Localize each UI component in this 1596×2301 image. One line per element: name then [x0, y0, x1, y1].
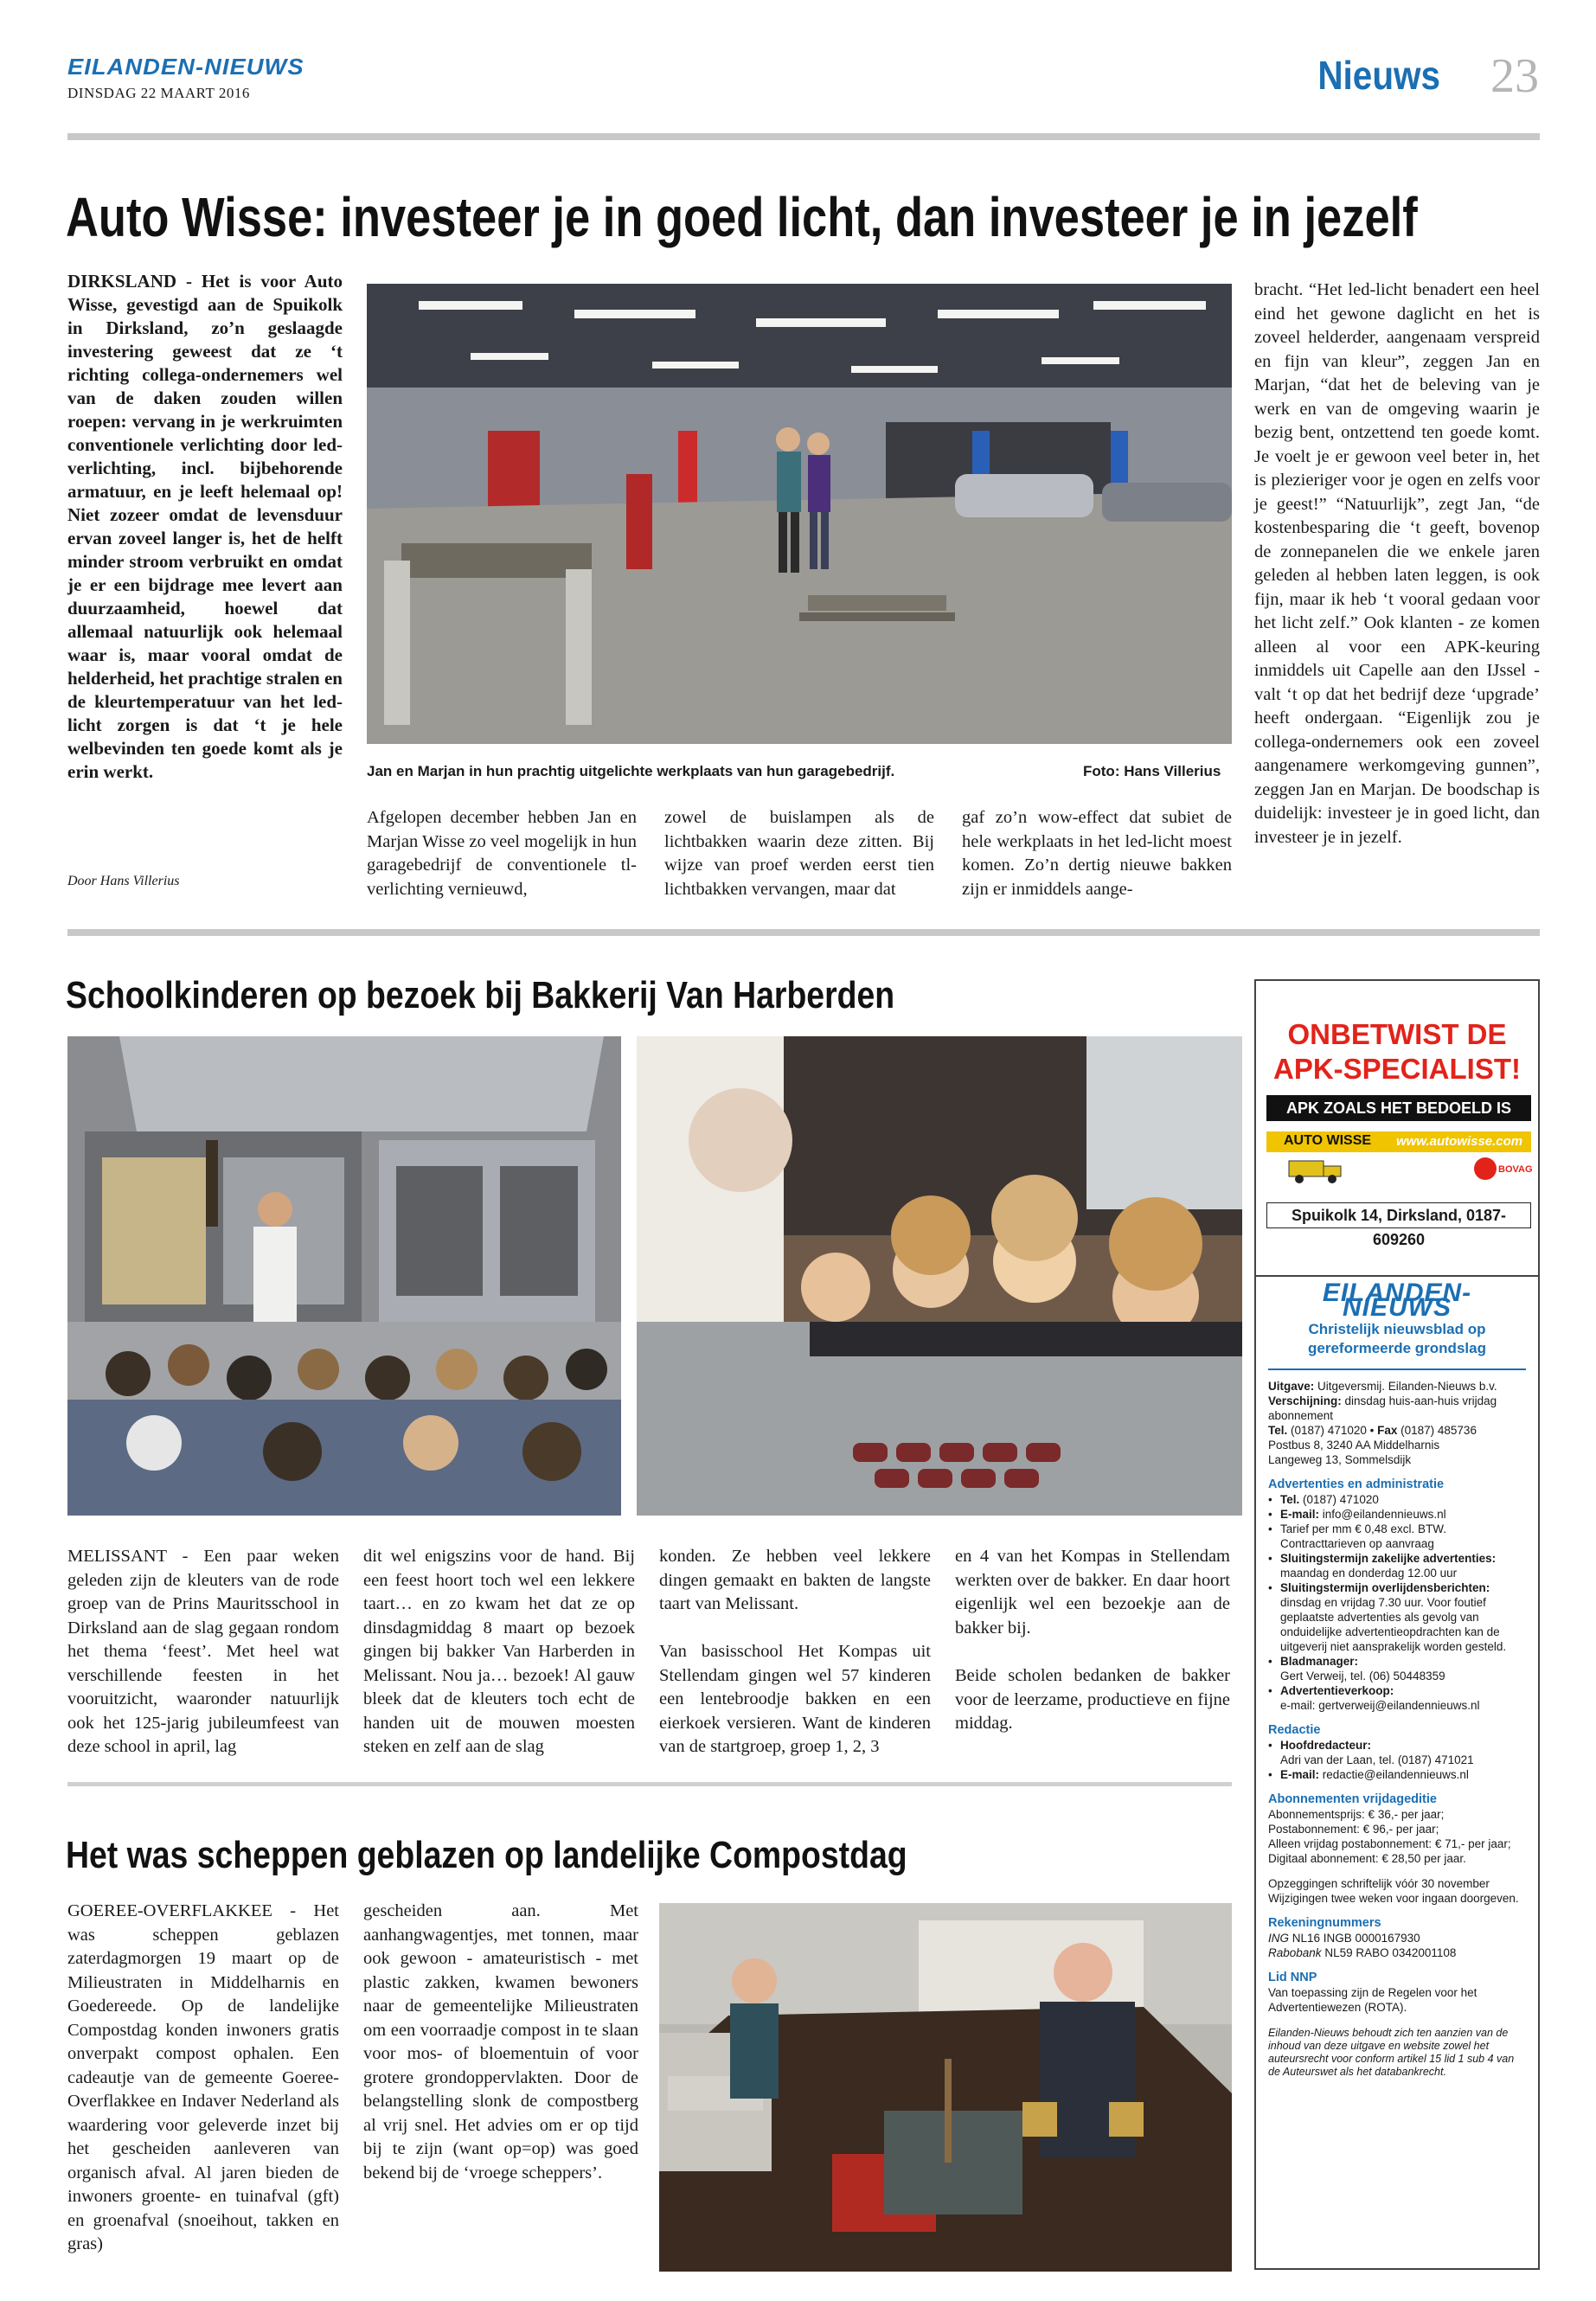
colophon-redactie-email[interactable]: • E-mail: redactie@eilandennieuws.nl — [1268, 1767, 1526, 1782]
article1-divider — [67, 929, 1540, 936]
colophon-opzeggingen: Opzeggingen schriftelijk vóór 30 november Wijzigingen twee weken voor ingaan doorgeven. — [1268, 1877, 1519, 1905]
ad-logo-block — [1266, 1131, 1531, 1189]
colophon-abo-4: Digitaal abonnement: € 28,50 per jaar. — [1268, 1852, 1466, 1865]
article2-column-3b: Van basisschool Het Kompas uit Stellendam gingen wel 57 kinderen een lentebroodje bakken en een eierkoek versieren. Want de kinderen van de startgroep, groep 1, 2, 3 — [659, 1642, 931, 1756]
colophon-advverkoop[interactable]: • Advertentieverkoop: e-mail: gertverweij@eilandennieuws.nl — [1268, 1683, 1526, 1713]
ad-title-line-1: ONBETWIST DE — [1287, 1018, 1507, 1050]
article1-column-3: gaf zo’n wow-effect dat subiet de hele werkplaats in het led-licht moest komen. Zo’n dertig nieuwe bakken zijn er inmiddels aange- — [962, 808, 1232, 899]
ad-brand: AUTO WISSE — [1284, 1133, 1372, 1148]
colophon-tel-fax: Tel. (0187) 471020 • Fax (0187) 485736 — [1268, 1424, 1477, 1437]
article2-column-4b: Beide scholen bedanken de bakker voor de leerzame, productieve en fijne middag. — [955, 1666, 1230, 1733]
section-title: Nieuws — [1317, 53, 1440, 98]
colophon-hoofdredacteur: • Hoofdredacteur: Adri van der Laan, tel. (0187) 471021 — [1268, 1738, 1526, 1767]
ad-url[interactable]: www.autowisse.com — [1396, 1134, 1523, 1149]
article1-lead: DIRKSLAND - Het is voor Auto Wisse, gevestigd aan de Spuikolk in Dirksland, zo’n geslaagde investering geweest dat ze ‘t richting collega-ondernemers wel van de daken zouden willen roepen: vervang in je werkruimten conventionele verlichting door led-verlichting, incl. bijbehorende armatuur, en je leeft helemaal op! Niet zozeer omdat de levensduur ervan zoveel langer is, het de helft minder stroom verbruikt en omdat je er een bijdrage mee levert aan duurzaamheid, hoewel dat allemaal natuurlijk ook helemaal waar is, maar vooral omdat de helderheid, het prachtige stralen en de kleurtemperatuur van het led-licht zorgen is dat ‘t je hele welbevinden ten goede komt als je erin werkt. — [67, 271, 343, 782]
garage-photo — [367, 284, 1232, 744]
article3-headline: Het was scheppen geblazen op landelijke Compostdag — [66, 1834, 907, 1876]
colophon-sluit-zakelijk: • Sluitingstermijn zakelijke advertenties: maandag en donderdag 12.00 uur — [1268, 1551, 1526, 1580]
article2-column-3a: konden. Ze hebben veel lekkere dingen gemaakt en bakten de langste taart van Melissant. — [659, 1547, 931, 1613]
colophon-ing: ING NL16 INGB 0000167930 — [1268, 1932, 1420, 1945]
article1-column-4: bracht. “Het led-licht benadert een heel eind het gewone daglicht en het is zoveel helderder, aangenaam verspreid en fijn van kleur”, zeggen Jan en Marjan, “dat het de beleving van je werk en van de omgeving waarin je bezig bent, ontzettend ten goede komt. Je voelt je er gewoon veel beter in, het is plezieriger voor je ogen en zelfs voor je geest!” “Natuurlijk”, zegt Jan, “de kostenbesparing die ‘t geeft, bovenop de zonnepanelen die we enkele jaren geleden al hebben laten leggen, is ook fijn, maar ik heb ‘t vooral gedaan voor het licht zelf.” Ook klanten - ze komen alleen al voor een APK-keuring inmiddels uit Capelle aan den IJssel - valt ‘t op dat het bedrijf deze ‘upgrade’ heeft ondergaan. “Eigenlijk zou je collega-ondernemers ook een zoveel aangenamere werkomgeving gunnen”, zeggen Jan en Marjan. De boodschap is duidelijk: investeer je in goed licht, dan investeer je in jezelf. — [1254, 280, 1540, 847]
colophon-adv-heading: Advertenties en administratie — [1268, 1477, 1445, 1491]
bovag-badge-icon — [1474, 1157, 1497, 1180]
colophon-nnp: Van toepassing zijn de Regelen voor het Advertentiewezen (ROTA). — [1268, 1986, 1477, 2014]
apk-advertisement[interactable] — [1254, 979, 1540, 1284]
colophon-abo-heading: Abonnementen vrijdageditie — [1268, 1792, 1437, 1806]
colophon-uitgave: Uitgave: Uitgeversmij. Eilanden-Nieuws b.v. — [1268, 1380, 1497, 1393]
colophon-bladmanager: • Bladmanager: Gert Verweij, tel. (06) 50448359 — [1268, 1654, 1526, 1683]
colophon-adv-list — [1268, 1492, 1526, 1713]
ad-address: Spuikolk 14, Dirksland, 0187-609260 — [1266, 1202, 1531, 1228]
colophon-logo: EILANDEN-NIEUWS — [1322, 1279, 1472, 1322]
article2-column-1: MELISSANT - Een paar weken geleden zijn de kleuters van de rode groep van de Prins Mauritsschool in Dirksland aan de slag gegaan rondom het thema ‘feest’. Met heel wat verschillende feesten in het vooruitzicht, waaronder natuurlijk ook het 125-jarig jubileumfeest van deze school in april, lag — [67, 1547, 339, 1756]
article2-column-2: dit wel enigszins voor de hand. Bij een feest hoort toch wel een lekkere taart… en zo kwam het dat ze op dinsdagmiddag 8 maart op bezoek gingen bij bakker Van Harberden in Melissant. Nou ja… bezoek! Al gauw bleek dat de kleuters toch echt de handen uit de mouwen moesten steken en zelf aan de slag — [363, 1547, 635, 1756]
colophon-box — [1254, 1275, 1540, 2270]
article3-column-1: GOEREE-OVERFLAKKEE - Het was scheppen geblazen zaterdagmorgen 19 maart op de Milieustraten in Middelharnis en Goedereede. Op de landelijke Compostdag konden inwoners gratis onverpakt compost ophalen. Een cadeautje van de gemeente Goeree-Overflakkee en Indaver Nederland als waardering voor geleverde inzet bij het gescheiden aanleveren van organisch afval. Al jaren bieden de inwoners groente- en tuinafval (gft) en groenafval (snoeihout, takken en gras) — [67, 1901, 339, 2253]
article1-headline: Auto Wisse: investeer je in goed licht, dan investeer je in jezelf — [66, 186, 1418, 248]
colophon-abo-2: Postabonnement: € 96,- per jaar; — [1268, 1823, 1439, 1836]
article1-caption: Jan en Marjan in hun prachtig uitgelichte werkplaats van hun garagebedrijf. — [367, 763, 895, 779]
colophon-sluit-overlijden: • Sluitingstermijn overlijdensberichten: dinsdag en vrijdag 7.30 uur. Voor foutief geplaatste advertenties als gevolg van onduidelijke advertentieopdrachten kan de uitgeverij niet aansprakelijk worden gesteld. — [1268, 1580, 1526, 1654]
issue-date: DINSDAG 22 MAART 2016 — [67, 85, 250, 101]
colophon-rekening-heading: Rekeningnummers — [1268, 1916, 1381, 1930]
article1-photo-credit: Foto: Hans Villerius — [1083, 763, 1221, 779]
colophon-redactie-list — [1268, 1738, 1526, 1782]
colophon-nnp-heading: Lid NNP — [1268, 1971, 1317, 1984]
colophon-divider — [1268, 1368, 1526, 1370]
article1-column-2: zowel de buislampen als de lichtbakken waarin deze zitten. Bij wijze van proef werden eerst tien lichtbakken vervangen, maar dat — [664, 808, 934, 899]
colophon-abo-3: Alleen vrijdag postabonnement: € 71,- per jaar; — [1268, 1837, 1511, 1850]
header-divider — [67, 133, 1540, 140]
ad-title-line-2: APK-SPECIALIST! — [1272, 1053, 1521, 1085]
article2-divider — [67, 1782, 1232, 1786]
article1-column-1: Afgelopen december hebben Jan en Marjan Wisse zo veel mogelijk in hun garagebedrijf de conventionele tl-verlichting vernieuwd, — [367, 808, 637, 899]
colophon-abo-1: Abonnementsprijs: € 36,- per jaar; — [1268, 1808, 1445, 1821]
colophon-subtitle: Christelijk nieuwsblad op gereformeerde grondslag — [1308, 1321, 1486, 1356]
article2-column-4a: en 4 van het Kompas in Stellendam werkten over de bakker. En daar hoort eigenlijk wel een bezoekje aan de bakker bij. — [955, 1547, 1230, 1638]
colophon-adv-email[interactable]: • E-mail: info@eilandennieuws.nl — [1268, 1507, 1526, 1522]
colophon-adres: Langeweg 13, Sommelsdijk — [1268, 1453, 1412, 1466]
colophon-verschijning: Verschijning: dinsdag huis-aan-huis vrijdag abonnement — [1268, 1394, 1497, 1422]
ad-slogan-strip: APK ZOALS HET BEDOELD IS — [1266, 1095, 1531, 1121]
article3-column-2: gescheiden aan. Met aanhangwagentjes, met tonnen, maar ook gewoon - amateuristisch - met plastic zakken, kwamen bewoners naar de gemeentelijke Milieustraten om een voorraadje compost in te slaan voor mos- of bloementuin of voor grotere grondoppervlakten. Door de belangstelling slonk de compostberg al vrij snel. Het advies om er op tijd bij te zijn (want op=op) was goed bekend bij de ‘vroege scheppers’. — [363, 1901, 638, 2182]
compost-photo — [659, 1903, 1232, 2272]
colophon-copyright: Eilanden-Nieuws behoudt zich ten aanzien van de inhoud van deze uitgave en website zowel het auteursrecht voor conform artikel 15 lid 1 sub 4 van de Auteurswet als het databankrecht. — [1268, 2027, 1515, 2078]
colophon-adv-tel: • Tel. (0187) 471020 — [1268, 1492, 1526, 1507]
ad-bovag-label: BOVAG — [1498, 1164, 1533, 1175]
article1-byline: Door Hans Villerius — [67, 874, 180, 888]
article2-headline: Schoolkinderen op bezoek bij Bakkerij Van Harberden — [66, 974, 895, 1016]
colophon-tarief: • Tarief per mm € 0,48 excl. BTW. Contracttarieven op aanvraag — [1268, 1522, 1526, 1551]
page-number: 23 — [1490, 49, 1539, 103]
colophon-redactie-heading: Redactie — [1268, 1723, 1321, 1737]
colophon-postbus: Postbus 8, 3240 AA Middelharnis — [1268, 1439, 1440, 1452]
tow-truck-icon — [1285, 1156, 1346, 1185]
masthead-logo: EILANDEN-NIEUWS — [67, 54, 304, 80]
bakery-photo-1 — [67, 1036, 621, 1516]
colophon-rabo: Rabobank NL59 RABO 0342001108 — [1268, 1946, 1457, 1959]
bakery-photo-2 — [637, 1036, 1242, 1516]
